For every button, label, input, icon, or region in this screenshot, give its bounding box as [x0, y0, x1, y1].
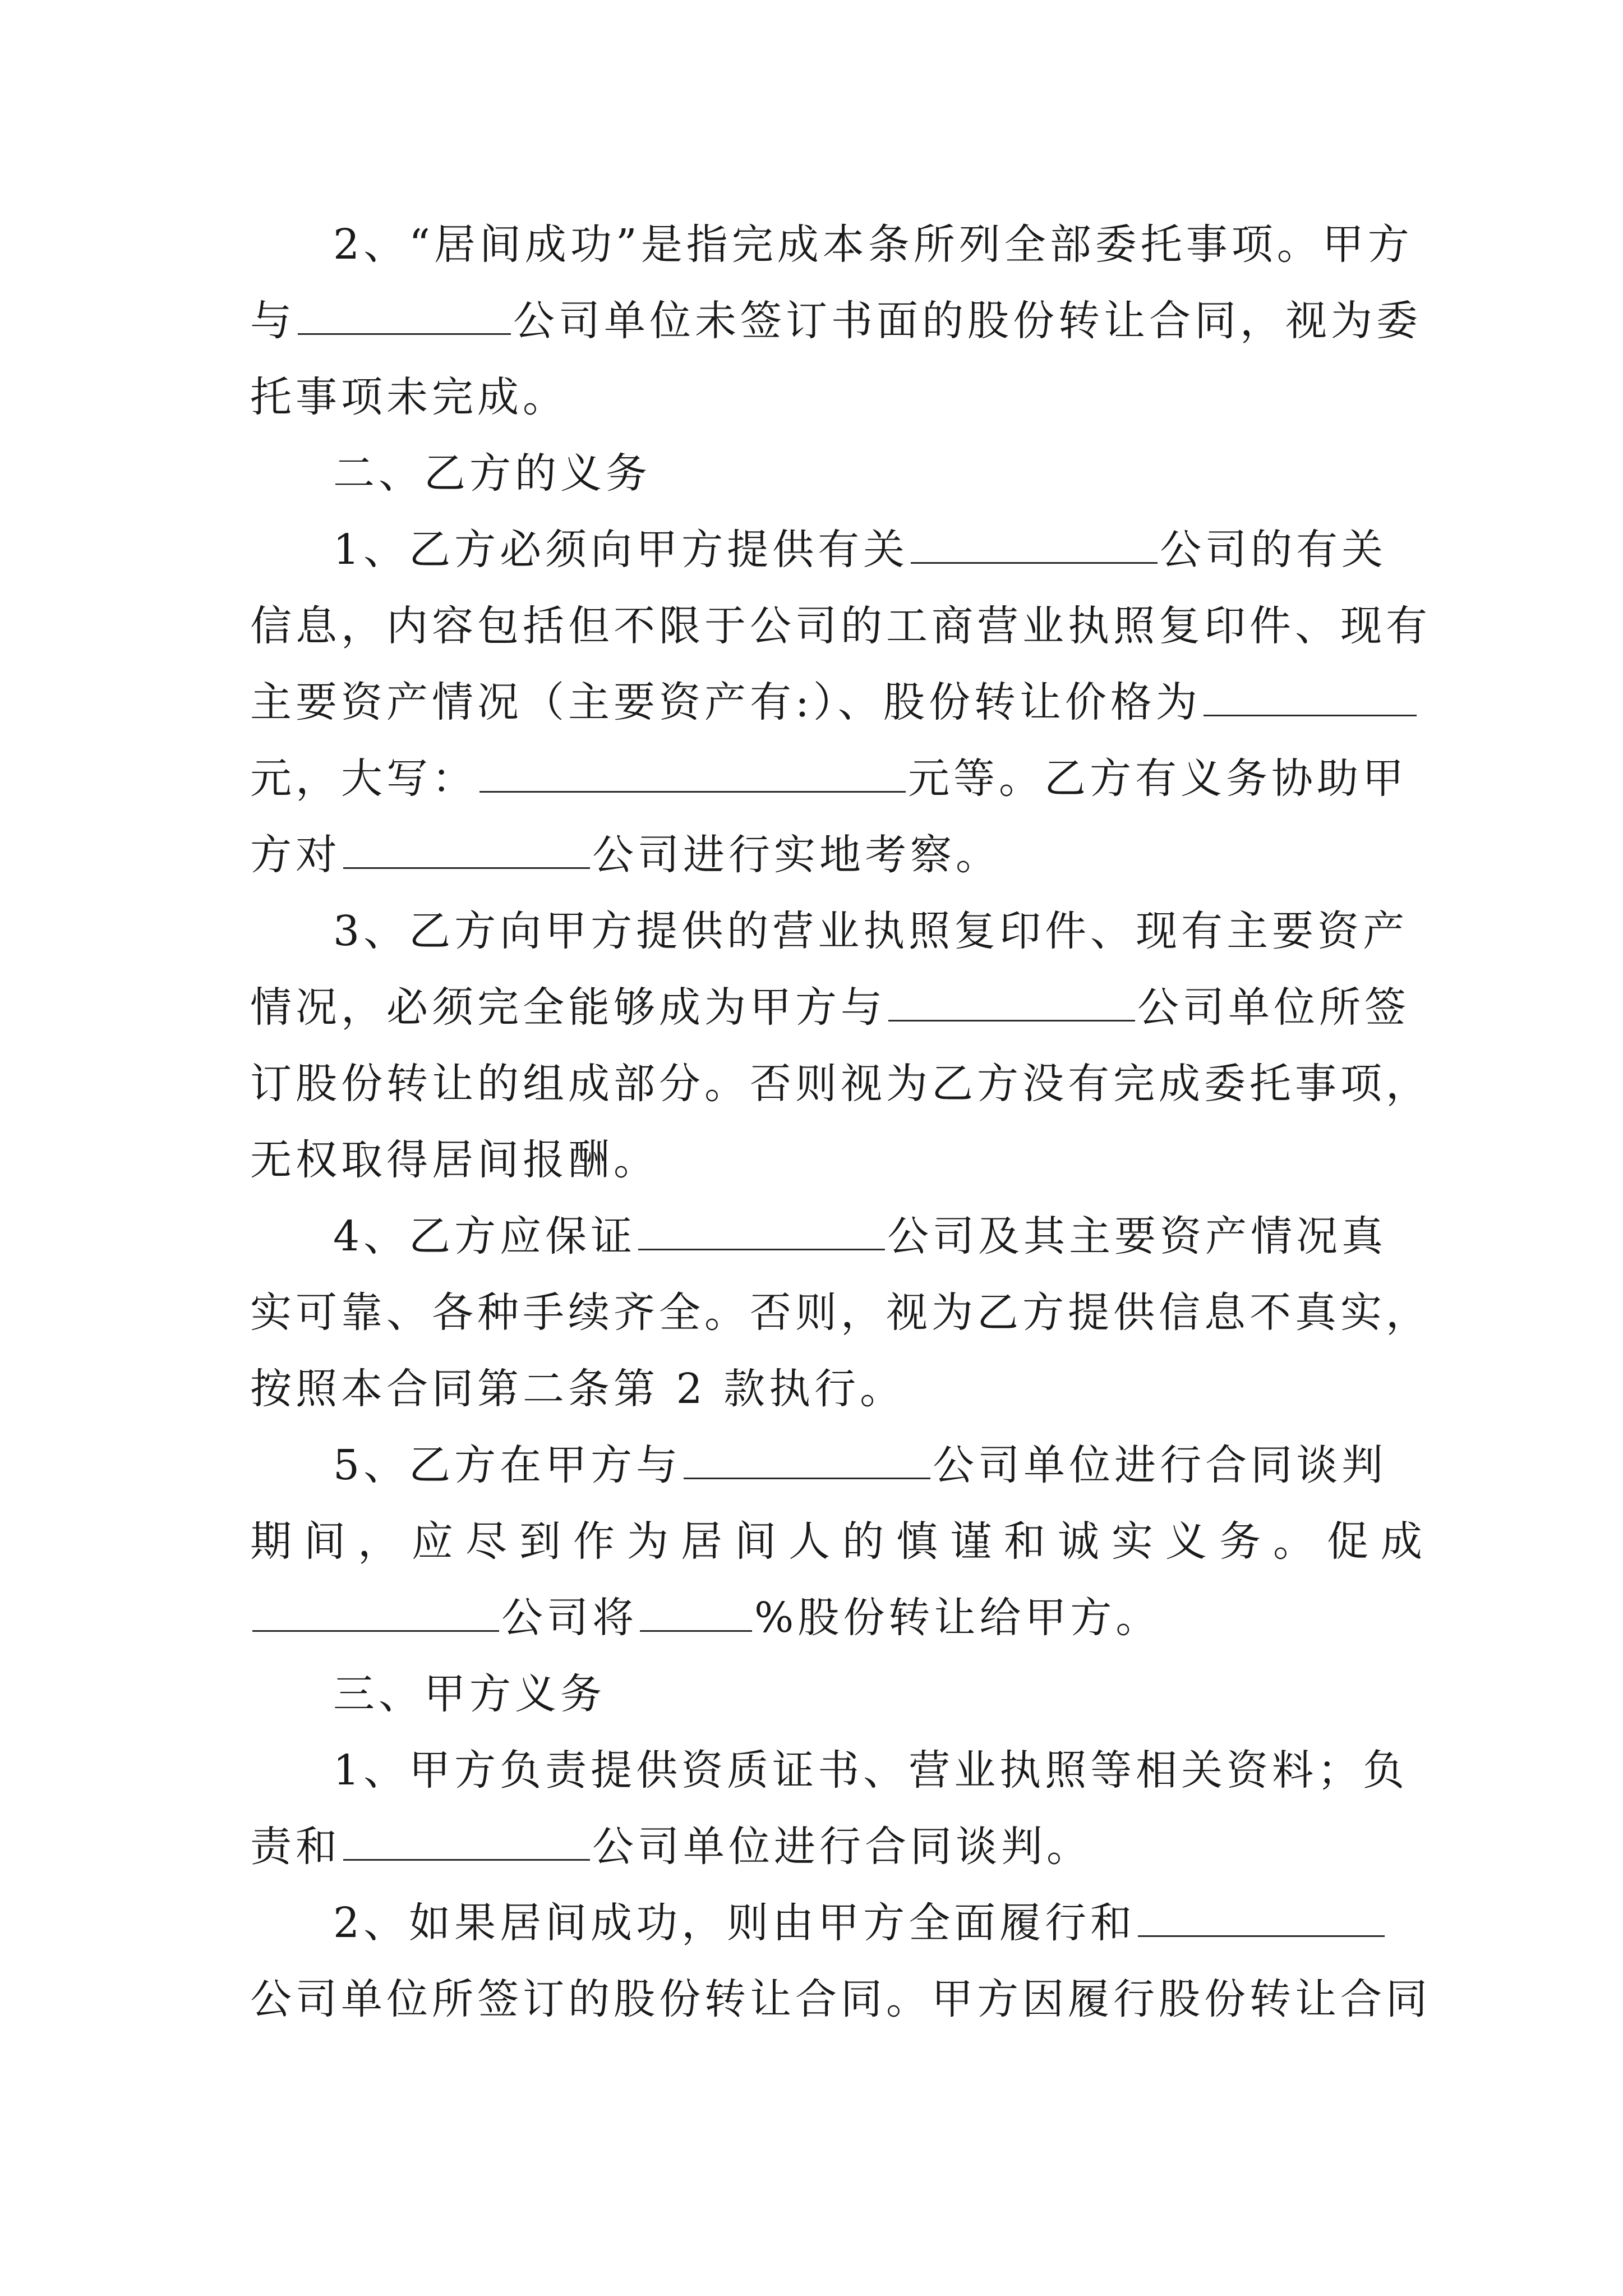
text-line [250, 827, 1394, 883]
text-line [250, 979, 1410, 1036]
text: 期间，应尽到作为居间人的慎谨和诚实义务。促成 [250, 1517, 1435, 1566]
text: 公司单位所签订的股份转让合同。甲方因履行股份转让合同 [250, 1975, 1431, 2023]
blank-line [1204, 675, 1417, 716]
blank-line [640, 1591, 752, 1632]
text: 托事项未完成。 [250, 373, 568, 421]
blank-line [252, 1591, 499, 1632]
text: 信息，内容包括但不限于公司的工商营业执照复印件、现有 [250, 602, 1431, 650]
text-line [250, 293, 1422, 349]
text-line [333, 1208, 1399, 1264]
text: 2、“居间成功”是指完成本条所列全部委托事项。甲方 [333, 220, 1413, 269]
text-line [333, 217, 1413, 273]
text-segment: 2、如果居间成功，则由甲方全面履行和 [333, 1899, 1387, 1947]
section-heading [333, 445, 1399, 501]
text-line [250, 751, 1408, 807]
blank-line [343, 1820, 590, 1861]
text-line [333, 1895, 1399, 1951]
text-segment: 4、乙方应保证 公司及其主要资产情况真 [333, 1212, 1387, 1260]
text-segment: 责和 公司单位进行合同谈判。 [250, 1823, 1092, 1871]
text-line [250, 1132, 1394, 1188]
text-line [333, 1437, 1399, 1493]
text: 订股份转让的组成部分。否则视为乙方没有完成委托事项， [250, 1060, 1431, 1108]
text-line [250, 1971, 1431, 2027]
text-line [250, 1590, 1394, 1646]
text-segment: 情况，必须完全能够成为甲方与 公司单位所签 [250, 983, 1410, 1032]
text: 1、甲方负责提供资质证书、营业执照等相关资料；负 [333, 1746, 1409, 1795]
blank-line [1138, 1896, 1385, 1937]
text-line [250, 1361, 1394, 1417]
text-line [250, 674, 1394, 730]
blank-line [888, 981, 1135, 1022]
blank-line [684, 1438, 930, 1479]
blank-line [479, 752, 906, 793]
text-segment: 1、乙方必须向甲方提供有关 公司的有关 [333, 526, 1387, 574]
text-segment: 方对 公司进行实地考察。 [250, 831, 1001, 879]
text-line [250, 598, 1431, 654]
text-line [250, 1285, 1431, 1341]
heading-text: 三、甲方义务 [333, 1670, 606, 1718]
text-line [250, 1513, 1435, 1570]
text-segment: 与 公司单位未签订书面的股份转让合同，视为委 [250, 293, 1422, 349]
text-segment: 主要资产情况（主要资产有:）、股份转让价格为 [250, 678, 1419, 726]
blank-line [343, 828, 590, 869]
text-segment: 公司将 %股份转让给甲方。 [250, 1594, 1161, 1642]
text-line [250, 1056, 1431, 1112]
text-segment: 元，大写： 元等。乙方有义务协助甲 [250, 754, 1408, 803]
heading-text: 二、乙方的义务 [333, 449, 651, 498]
text: 实可靠、各种手续齐全。否则，视为乙方提供信息不真实， [250, 1289, 1431, 1337]
text: 按照本合同第二条第 2 款执行。 [250, 1365, 906, 1413]
blank-line [298, 294, 511, 335]
blank-line [638, 1209, 885, 1250]
text-line [250, 1819, 1394, 1875]
text: 3、乙方向甲方提供的营业执照复印件、现有主要资产 [333, 907, 1409, 955]
text: 无权取得居间报酬。 [250, 1136, 659, 1184]
text-line [333, 1742, 1409, 1798]
text-line [250, 369, 1394, 425]
text-line [333, 522, 1399, 578]
blank-line [911, 523, 1158, 564]
section-heading [333, 1666, 1399, 1722]
text-line [333, 903, 1409, 959]
text-segment: 5、乙方在甲方与 公司单位进行合同谈判 [333, 1441, 1387, 1489]
